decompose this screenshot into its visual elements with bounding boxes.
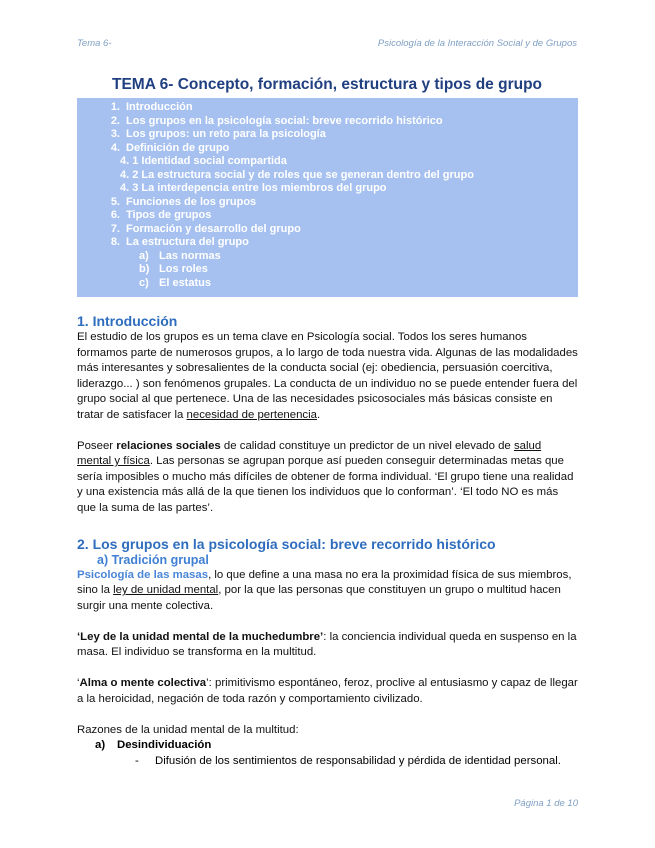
toc-subitem: 4. 2 La estructura social y de roles que se generan dentro del grupo [120,168,474,181]
header-right: Psicología de la Interacción Social y de Grupos [377,38,577,49]
paragraph: Poseer relaciones sociales de calidad constituye un predictor de un nivel elevado de salud mental y física. Las personas se agrupan porque así pueden conseguir determinadas metas que sería imposibles o mucho más difíciles de obtener de forma individual. ‘El grupo tiene una realidad y una existencia más allá de la que tienen los individuos que lo conforman’. ‘El todo NO es más que la suma de las partes’. [77,439,574,514]
list-item: - Difusión de los sentimientos de responsabilidad y pérdida de identidad personal. [135,754,561,767]
toc-item: 1. Introducción [110,101,193,113]
paragraph: El estudio de los grupos es un tema clave en Psicología social. Todos los seres humanos formamos parte de numerosos grupos, a lo largo de toda nuestra vida. Algunas de las modalidades más interesantes y sobresalientes de la conducta social (ej: obediencia, persuasión coercitiva, liderazgo... ) son fenómenos grupales. La conducta de un individuo no se puede entender fuera del grupo social al que pertenece. Una de las necesidades psicosociales más básicas consiste en tratar de satisfacer la necesidad de pertenencia. [77,331,578,421]
section-heading-introduccion: 1. Introducción [77,313,178,329]
toc-subitem: 4. 1 Identidad social compartida [120,155,287,167]
toc-subitem: a) Las normas [139,249,221,262]
toc-item: 7. Formación y desarrollo del grupo [110,222,301,235]
table-of-contents [77,98,578,297]
page-number: Página 1 de 10 [514,798,578,809]
paragraph: ‘Ley de la unidad mental de la muchedumbre’: la conciencia individual queda en suspenso en la masa. El individuo se transforma en la multitud. [77,630,577,658]
toc-subitem: c) El estatus [139,276,211,289]
page-title: TEMA 6- Concepto, formación, estructura y tipos de grupo [111,76,543,93]
section-heading-historia: 2. Los grupos en la psicología social: breve recorrido histórico [77,535,496,552]
toc-subitem: b) Los roles [139,263,208,275]
subsection-heading-tradicion-grupal: a) Tradición grupal [97,552,209,567]
paragraph: Psicología de las masas, lo que define a una masa no era la proximidad física de sus miembros, sino la ley de unidad mental, por la que las personas que constituyen un grupo o multitud hacen surgir una mente colectiva. [77,568,572,612]
toc-item: 4. Definición de grupo [110,141,230,154]
toc-item: 6. Tipos de grupos [110,209,212,221]
toc-subitem: 4. 3 La interdepencia entre los miembros del grupo [120,182,387,194]
list-item: a) Desindividuación [95,739,212,751]
toc-item: 3. Los grupos: un reto para la psicología [110,128,326,140]
body-content [77,313,578,769]
paragraph: Razones de la unidad mental de la multitud: [77,723,299,736]
header-left: Tema 6- [77,38,112,49]
paragraph: ‘Alma o mente colectiva’: primitivismo espontáneo, feroz, proclive al entusiasmo y capaz de llegar a la heroicidad, negación de toda razón y comportamiento civilizado. [77,677,578,705]
toc-item: 8. La estructura del grupo [110,236,249,248]
toc-item: 5. Funciones de los grupos [110,195,257,208]
toc-item: 2. Los grupos en la psicología social: breve recorrido histórico [110,114,443,127]
